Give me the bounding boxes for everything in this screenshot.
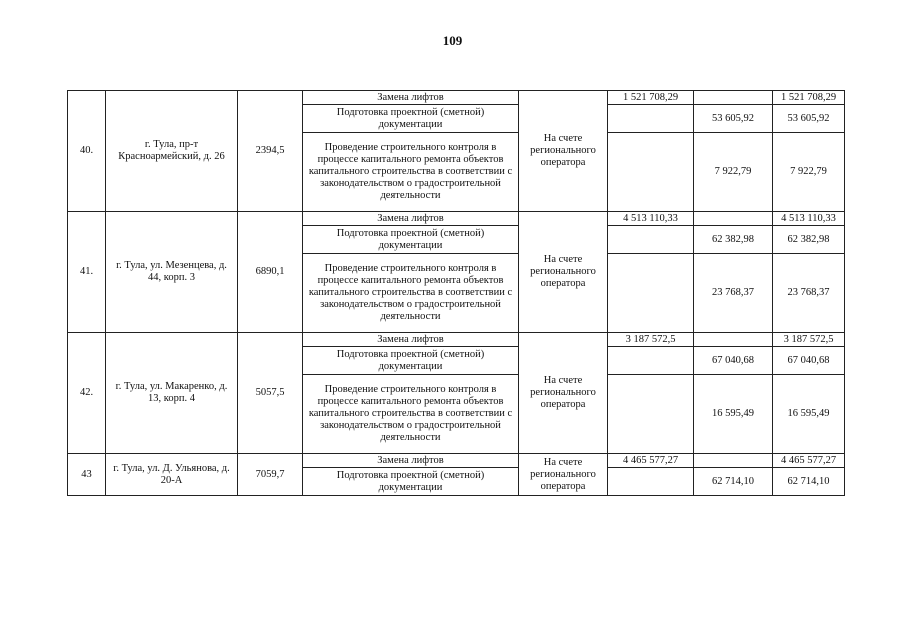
- cost-design-cell: 62 382,98: [694, 226, 773, 254]
- work-type-cell: Замена лифтов: [303, 91, 519, 105]
- work-type-cell: Проведение строительного контроля в процессе капитального ремонта объектов капитального строительства в соответствии с законодательством о градостроительной деятельности: [303, 133, 519, 212]
- page-number: 109: [442, 33, 463, 48]
- cost-total-cell: 53 605,92: [773, 105, 845, 133]
- row-number: 41.: [68, 212, 106, 333]
- cost-design-cell: 53 605,92: [694, 105, 773, 133]
- cost-design-cell: [694, 212, 773, 226]
- work-type-cell: Подготовка проектной (сметной) документации: [303, 347, 519, 375]
- cost-lift-cell: 4 465 577,27: [608, 454, 694, 468]
- cost-total-cell: 67 040,68: [773, 347, 845, 375]
- cost-total-cell: 7 922,79: [773, 133, 845, 212]
- cost-lift-cell: [608, 226, 694, 254]
- table-row: [68, 454, 845, 468]
- cost-total-cell: 62 714,10: [773, 468, 845, 496]
- area-cell: 6890,1: [238, 212, 303, 333]
- cost-design-cell: [694, 454, 773, 468]
- area-cell: 5057,5: [238, 333, 303, 454]
- work-type-cell: Замена лифтов: [303, 454, 519, 468]
- funding-method-cell: На счете регионального оператора: [519, 91, 608, 212]
- funding-method-cell: На счете регионального оператора: [519, 212, 608, 333]
- cost-total-cell: 1 521 708,29: [773, 91, 845, 105]
- address-cell: г. Тула, ул. Мезенцева, д. 44, корп. 3: [106, 212, 238, 333]
- work-type-cell: Проведение строительного контроля в процессе капитального ремонта объектов капитального строительства в соответствии с законодательством о градостроительной деятельности: [303, 254, 519, 333]
- cost-total-cell: 3 187 572,5: [773, 333, 845, 347]
- table-row: [68, 212, 845, 226]
- repair-table: [67, 90, 845, 496]
- cost-total-cell: 16 595,49: [773, 375, 845, 454]
- cost-lift-cell: 3 187 572,5: [608, 333, 694, 347]
- cost-design-cell: 7 922,79: [694, 133, 773, 212]
- work-type-cell: Подготовка проектной (сметной) документации: [303, 105, 519, 133]
- address-cell: г. Тула, ул. Д. Ульянова, д. 20-А: [106, 454, 238, 496]
- row-number: 42.: [68, 333, 106, 454]
- table-row: [68, 333, 845, 347]
- work-type-cell: Проведение строительного контроля в процессе капитального ремонта объектов капитального строительства в соответствии с законодательством о градостроительной деятельности: [303, 375, 519, 454]
- funding-method-cell: На счете регионального оператора: [519, 454, 608, 496]
- cost-design-cell: 67 040,68: [694, 347, 773, 375]
- cost-lift-cell: [608, 105, 694, 133]
- cost-design-cell: [694, 91, 773, 105]
- cost-total-cell: 62 382,98: [773, 226, 845, 254]
- work-type-cell: Подготовка проектной (сметной) документации: [303, 226, 519, 254]
- cost-lift-cell: [608, 468, 694, 496]
- cost-design-cell: 16 595,49: [694, 375, 773, 454]
- cost-lift-cell: [608, 133, 694, 212]
- cost-lift-cell: [608, 375, 694, 454]
- work-type-cell: Замена лифтов: [303, 212, 519, 226]
- cost-total-cell: 4 465 577,27: [773, 454, 845, 468]
- row-number: 43: [68, 454, 106, 496]
- table-row: [68, 91, 845, 105]
- work-type-cell: Замена лифтов: [303, 333, 519, 347]
- address-cell: г. Тула, пр-т Красноармейский, д. 26: [106, 91, 238, 212]
- cost-total-cell: 23 768,37: [773, 254, 845, 333]
- area-cell: 7059,7: [238, 454, 303, 496]
- work-type-cell: Подготовка проектной (сметной) документации: [303, 468, 519, 496]
- funding-method-cell: На счете регионального оператора: [519, 333, 608, 454]
- cost-lift-cell: 1 521 708,29: [608, 91, 694, 105]
- cost-lift-cell: [608, 347, 694, 375]
- cost-lift-cell: 4 513 110,33: [608, 212, 694, 226]
- cost-design-cell: 62 714,10: [694, 468, 773, 496]
- area-cell: 2394,5: [238, 91, 303, 212]
- cost-lift-cell: [608, 254, 694, 333]
- cost-design-cell: 23 768,37: [694, 254, 773, 333]
- cost-total-cell: 4 513 110,33: [773, 212, 845, 226]
- row-number: 40.: [68, 91, 106, 212]
- address-cell: г. Тула, ул. Макаренко, д. 13, корп. 4: [106, 333, 238, 454]
- cost-design-cell: [694, 333, 773, 347]
